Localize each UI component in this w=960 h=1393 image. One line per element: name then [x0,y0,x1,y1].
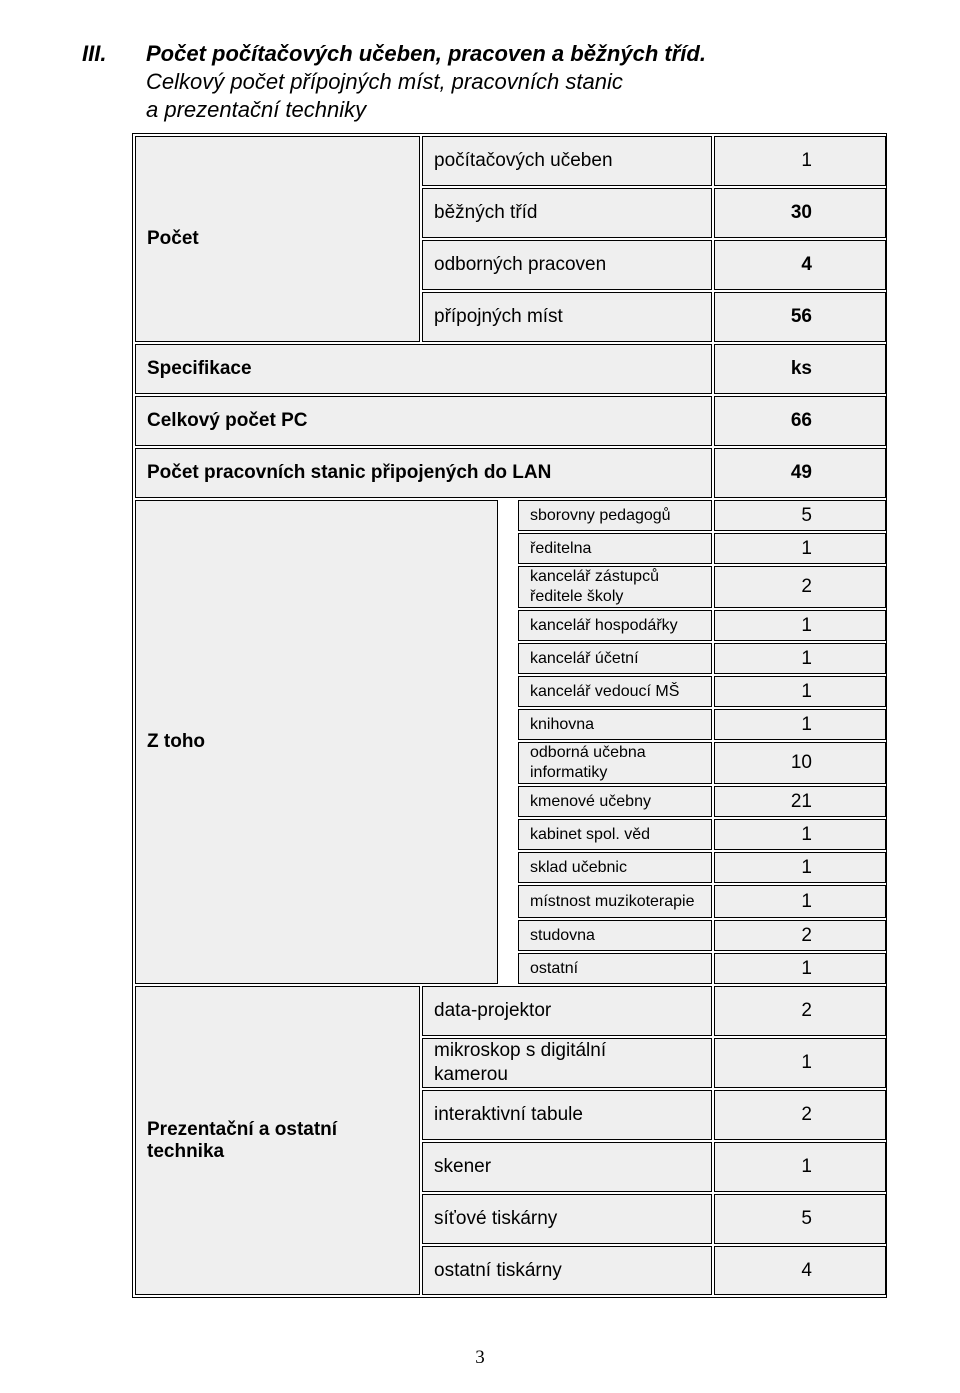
prezentacni-row-value: 1 [714,1142,886,1192]
z-toho-row-value: 1 [714,709,886,740]
pocet-row-label: počítačových učeben [422,136,712,186]
z-toho-row-value: 5 [714,500,886,531]
z-toho-row-label: knihovna [518,709,712,740]
z-toho-row-label: kancelář vedoucí MŠ [518,676,712,707]
z-toho-label: Z toho [135,500,498,984]
z-toho-row-value: 2 [714,920,886,951]
celkovy-pc-label: Celkový počet PC [135,396,712,446]
section-number: III. [82,41,107,66]
z-toho-row-value: 1 [714,676,886,707]
pocet-row-label: běžných tříd [422,188,712,238]
pocet-row-value: 4 [714,240,886,290]
specifikace-value: ks [714,344,886,394]
heading-line-1: Počet počítačových učeben, pracoven a běžných tříd. [146,41,706,66]
pocet-row-value: 30 [714,188,886,238]
prezentacni-row-label: ostatní tiskárny [422,1246,712,1295]
z-toho-row-value: 1 [714,610,886,641]
prezentacni-row-value: 4 [714,1246,886,1295]
page-number: 3 [475,1347,485,1368]
z-toho-row-label: sklad učebnic [518,852,712,883]
prezentacni-row-value: 5 [714,1194,886,1244]
lan-label: Počet pracovních stanic připojených do LAN [135,448,712,498]
celkovy-pc-value: 66 [714,396,886,446]
z-toho-row-label: kancelář účetní [518,643,712,674]
prezentacni-row-value: 2 [714,986,886,1036]
prezentacni-label: Prezentační a ostatní technika [135,986,420,1295]
heading-line-2: Celkový počet přípojných míst, pracovních stanic [146,69,623,94]
z-toho-row-label: studovna [518,920,712,951]
prezentacni-row-label: interaktivní tabule [422,1090,712,1140]
prezentacni-row-value: 1 [714,1038,886,1088]
z-toho-row-label: odborná učebna informatiky [518,742,712,784]
z-toho-row-label: místnost muzikoterapie [518,885,712,918]
z-toho-row-value: 21 [714,786,886,817]
prezentacni-row-label: mikroskop s digitální kamerou [422,1038,712,1088]
z-toho-row-value: 1 [714,643,886,674]
prezentacni-row-label: síťové tiskárny [422,1194,712,1244]
z-toho-row-value: 1 [714,885,886,918]
lan-value: 49 [714,448,886,498]
pocet-label: Počet [135,136,420,342]
z-toho-row-value: 1 [714,533,886,564]
pocet-row-value: 56 [714,292,886,342]
z-toho-row-label: sborovny pedagogů [518,500,712,531]
z-toho-row-label: kabinet spol. věd [518,819,712,850]
prezentacni-row-label: data-projektor [422,986,712,1036]
heading-line-3: a prezentační techniky [146,97,367,122]
z-toho-row-value: 1 [714,953,886,984]
z-toho-row-value: 10 [714,742,886,784]
pocet-row-value: 1 [714,136,886,186]
pocet-row-label: přípojných míst [422,292,712,342]
z-toho-row-value: 1 [714,852,886,883]
z-toho-row-label: kmenové učebny [518,786,712,817]
z-toho-row-value: 1 [714,819,886,850]
prezentacni-row-value: 2 [714,1090,886,1140]
z-toho-row-label: kancelář zástupců ředitele školy [518,566,712,608]
equipment-table [132,133,887,1298]
pocet-row-label: odborných pracoven [422,240,712,290]
prezentacni-row-label: skener [422,1142,712,1192]
z-toho-row-label: kancelář hospodářky [518,610,712,641]
z-toho-row-label: ostatní [518,953,712,984]
z-toho-row-label: ředitelna [518,533,712,564]
specifikace-label: Specifikace [135,344,712,394]
z-toho-row-value: 2 [714,566,886,608]
